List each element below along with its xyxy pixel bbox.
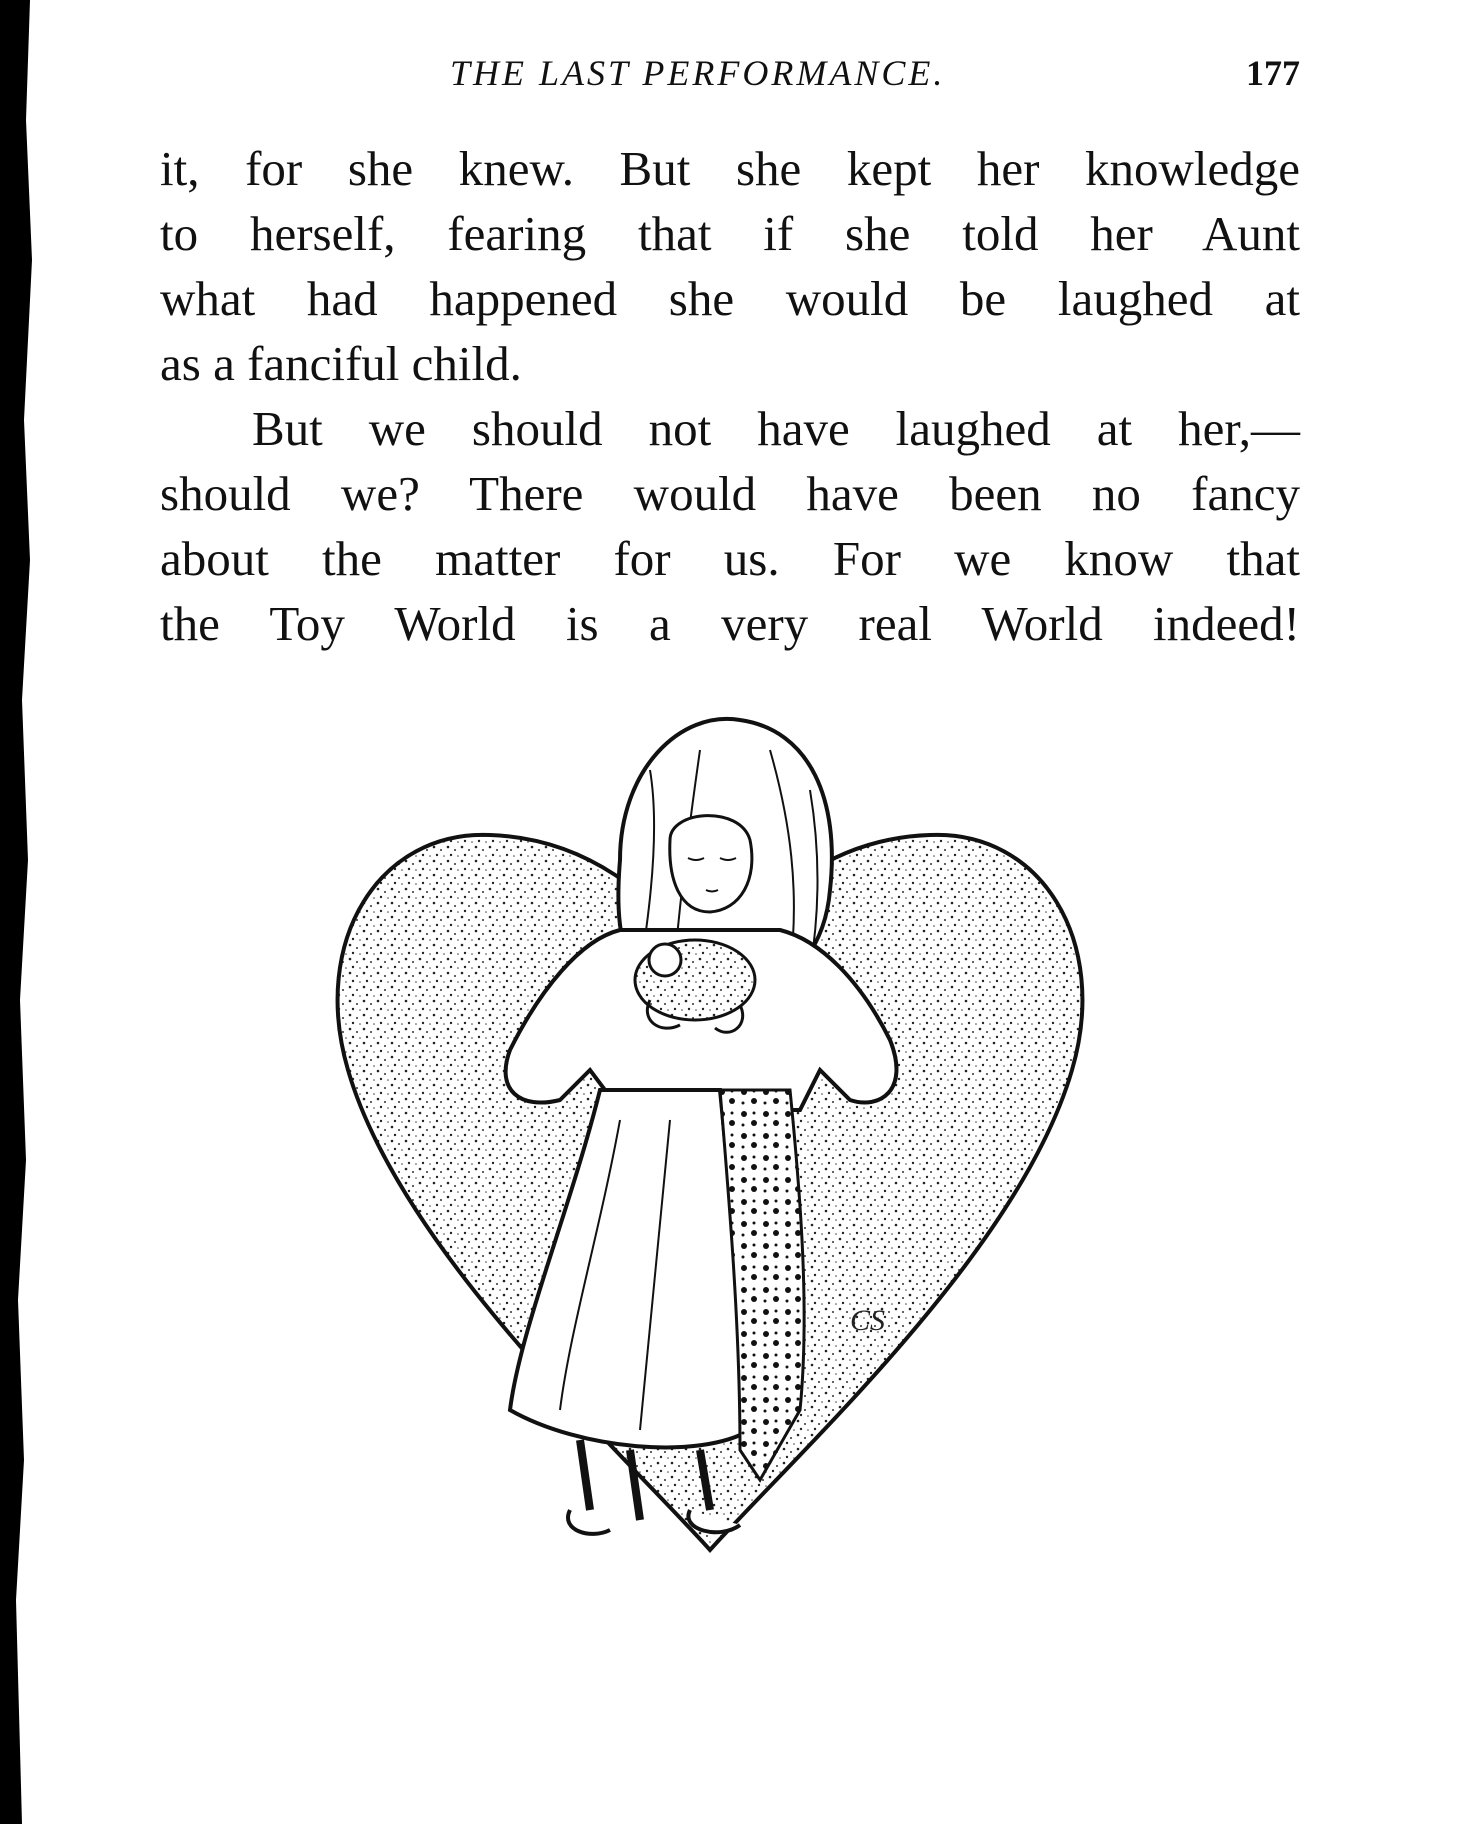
heart-girl-illustration bbox=[320, 690, 1100, 1610]
text-line: to herself, fearing that if she told her Aunt bbox=[160, 206, 1300, 261]
body-text bbox=[160, 136, 1300, 656]
text-line: about the matter for us. For we know that bbox=[160, 531, 1300, 586]
running-title: THE LAST PERFORMANCE. bbox=[450, 53, 946, 93]
text-line: the Toy World is a very real World indeed! bbox=[160, 596, 1300, 651]
text-line: should we? There would have been no fancy bbox=[160, 466, 1300, 521]
artist-monogram: CS bbox=[850, 1304, 886, 1337]
page-number: 177 bbox=[1246, 53, 1300, 93]
text-line: as a fanciful child. bbox=[160, 336, 522, 391]
text-line: But we should not have laughed at her,— bbox=[252, 401, 1300, 456]
girl-face bbox=[670, 816, 752, 912]
running-head bbox=[160, 52, 1300, 102]
text-line: it, for she knew. But she kept her knowledge bbox=[160, 141, 1300, 196]
text-line: what had happened she would be laughed at bbox=[160, 271, 1300, 326]
page-binding-shadow bbox=[0, 0, 36, 1824]
